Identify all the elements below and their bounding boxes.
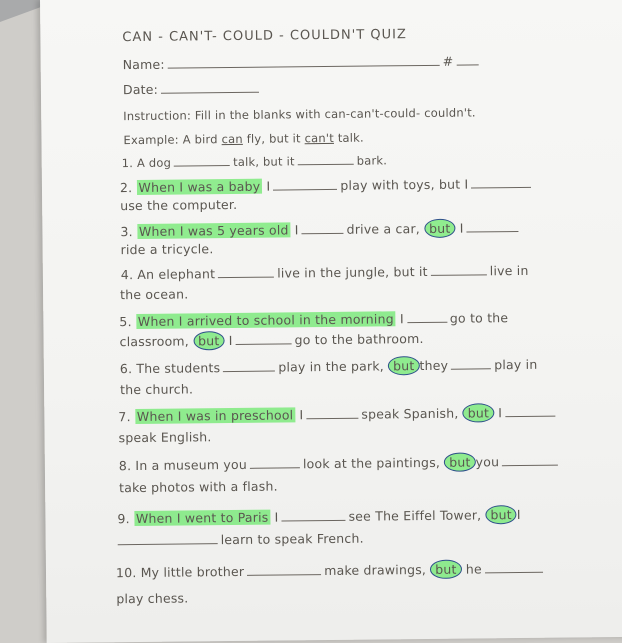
- question-4-line-2: the ocean.: [120, 286, 189, 303]
- date-field: [123, 81, 262, 97]
- example-word-cant: can't: [304, 130, 335, 146]
- circled-but: but: [444, 452, 476, 471]
- circled-but: but: [424, 219, 456, 238]
- answer-blank[interactable]: [302, 232, 344, 234]
- answer-blank[interactable]: [236, 342, 292, 345]
- circled-but: but: [485, 505, 517, 524]
- circled-but: but: [193, 331, 225, 350]
- number-blank[interactable]: [456, 63, 478, 65]
- quiz-worksheet: [40, 0, 622, 643]
- question-6: 6. The students play in the park, but they play in: [119, 356, 538, 377]
- date-label: Date:: [122, 81, 159, 98]
- question-8-line-2: take photos with a flash.: [119, 478, 278, 496]
- highlighted-phrase: When I was a baby: [138, 178, 261, 195]
- answer-blank[interactable]: [174, 164, 230, 167]
- question-5-line-2: classroom, but I go to the bathroom.: [119, 331, 424, 350]
- question-10-line-2: play chess.: [116, 590, 189, 607]
- name-label: Name:: [122, 56, 165, 73]
- answer-blank[interactable]: [431, 273, 487, 276]
- question-3: 3. When I was 5 years old I drive a car, but I: [120, 220, 521, 239]
- answer-blank[interactable]: [306, 417, 358, 420]
- question-10: 10. My little brother make drawings, but he: [116, 561, 546, 581]
- question-7-line-2: speak English.: [118, 429, 212, 446]
- circled-but: but: [388, 356, 420, 375]
- question-6-line-2: the church.: [120, 381, 194, 398]
- question-2: 2. When I was a baby I play with toys, but I: [120, 176, 535, 195]
- example-word-can: can: [221, 131, 243, 147]
- answer-blank[interactable]: [282, 519, 346, 522]
- question-9: 9. When I went to Paris I see The Eiffel Tower, but I: [117, 506, 521, 527]
- question-4: 4. An elephant live in the jungle, but it live in: [120, 262, 529, 283]
- question-9-line-2: learn to speak French.: [118, 531, 364, 549]
- highlighted-phrase: When I was in preschool: [136, 407, 294, 425]
- name-blank[interactable]: [168, 64, 440, 69]
- name-field: [123, 53, 482, 72]
- answer-blank[interactable]: [407, 321, 447, 323]
- answer-blank[interactable]: [218, 276, 274, 279]
- number-label: #: [442, 53, 454, 69]
- answer-blank[interactable]: [485, 571, 543, 574]
- answer-blank[interactable]: [298, 163, 354, 166]
- question-5: 5. When I arrived to school in the morning I go to the: [119, 310, 509, 330]
- question-7: 7. When I was in preschool I speak Spanish, but I: [118, 405, 558, 425]
- highlighted-phrase: When I was 5 years old: [138, 222, 289, 239]
- answer-blank[interactable]: [467, 230, 519, 233]
- circled-but: but: [463, 403, 495, 422]
- answer-blank[interactable]: [505, 415, 555, 418]
- question-8: 8. In a museum you look at the paintings, but you: [119, 454, 561, 474]
- answer-blank[interactable]: [451, 367, 491, 369]
- worksheet-title: CAN - CAN'T- COULD - COULDN'T QUIZ: [122, 27, 407, 46]
- answer-blank[interactable]: [250, 466, 300, 469]
- question-1: 1. A dog talk, but it bark.: [121, 153, 388, 171]
- answer-blank[interactable]: [502, 464, 558, 467]
- date-blank[interactable]: [161, 91, 259, 94]
- question-3-line-2: ride a tricycle.: [120, 241, 214, 258]
- answer-blank[interactable]: [223, 370, 275, 373]
- answer-blank[interactable]: [118, 542, 218, 545]
- example-sentence: Example: A bird can fly, but it can't talk.: [123, 130, 364, 148]
- question-2-line-2: use the computer.: [120, 196, 238, 214]
- instruction-text: Instruction: Fill in the blanks with can-can't-could- couldn't.: [123, 105, 476, 124]
- highlighted-phrase: When I went to Paris: [135, 509, 269, 527]
- circled-but: but: [430, 560, 462, 579]
- answer-blank[interactable]: [247, 573, 321, 576]
- highlighted-phrase: When I arrived to school in the morning: [137, 311, 394, 329]
- answer-blank[interactable]: [471, 186, 531, 189]
- answer-blank[interactable]: [273, 188, 337, 191]
